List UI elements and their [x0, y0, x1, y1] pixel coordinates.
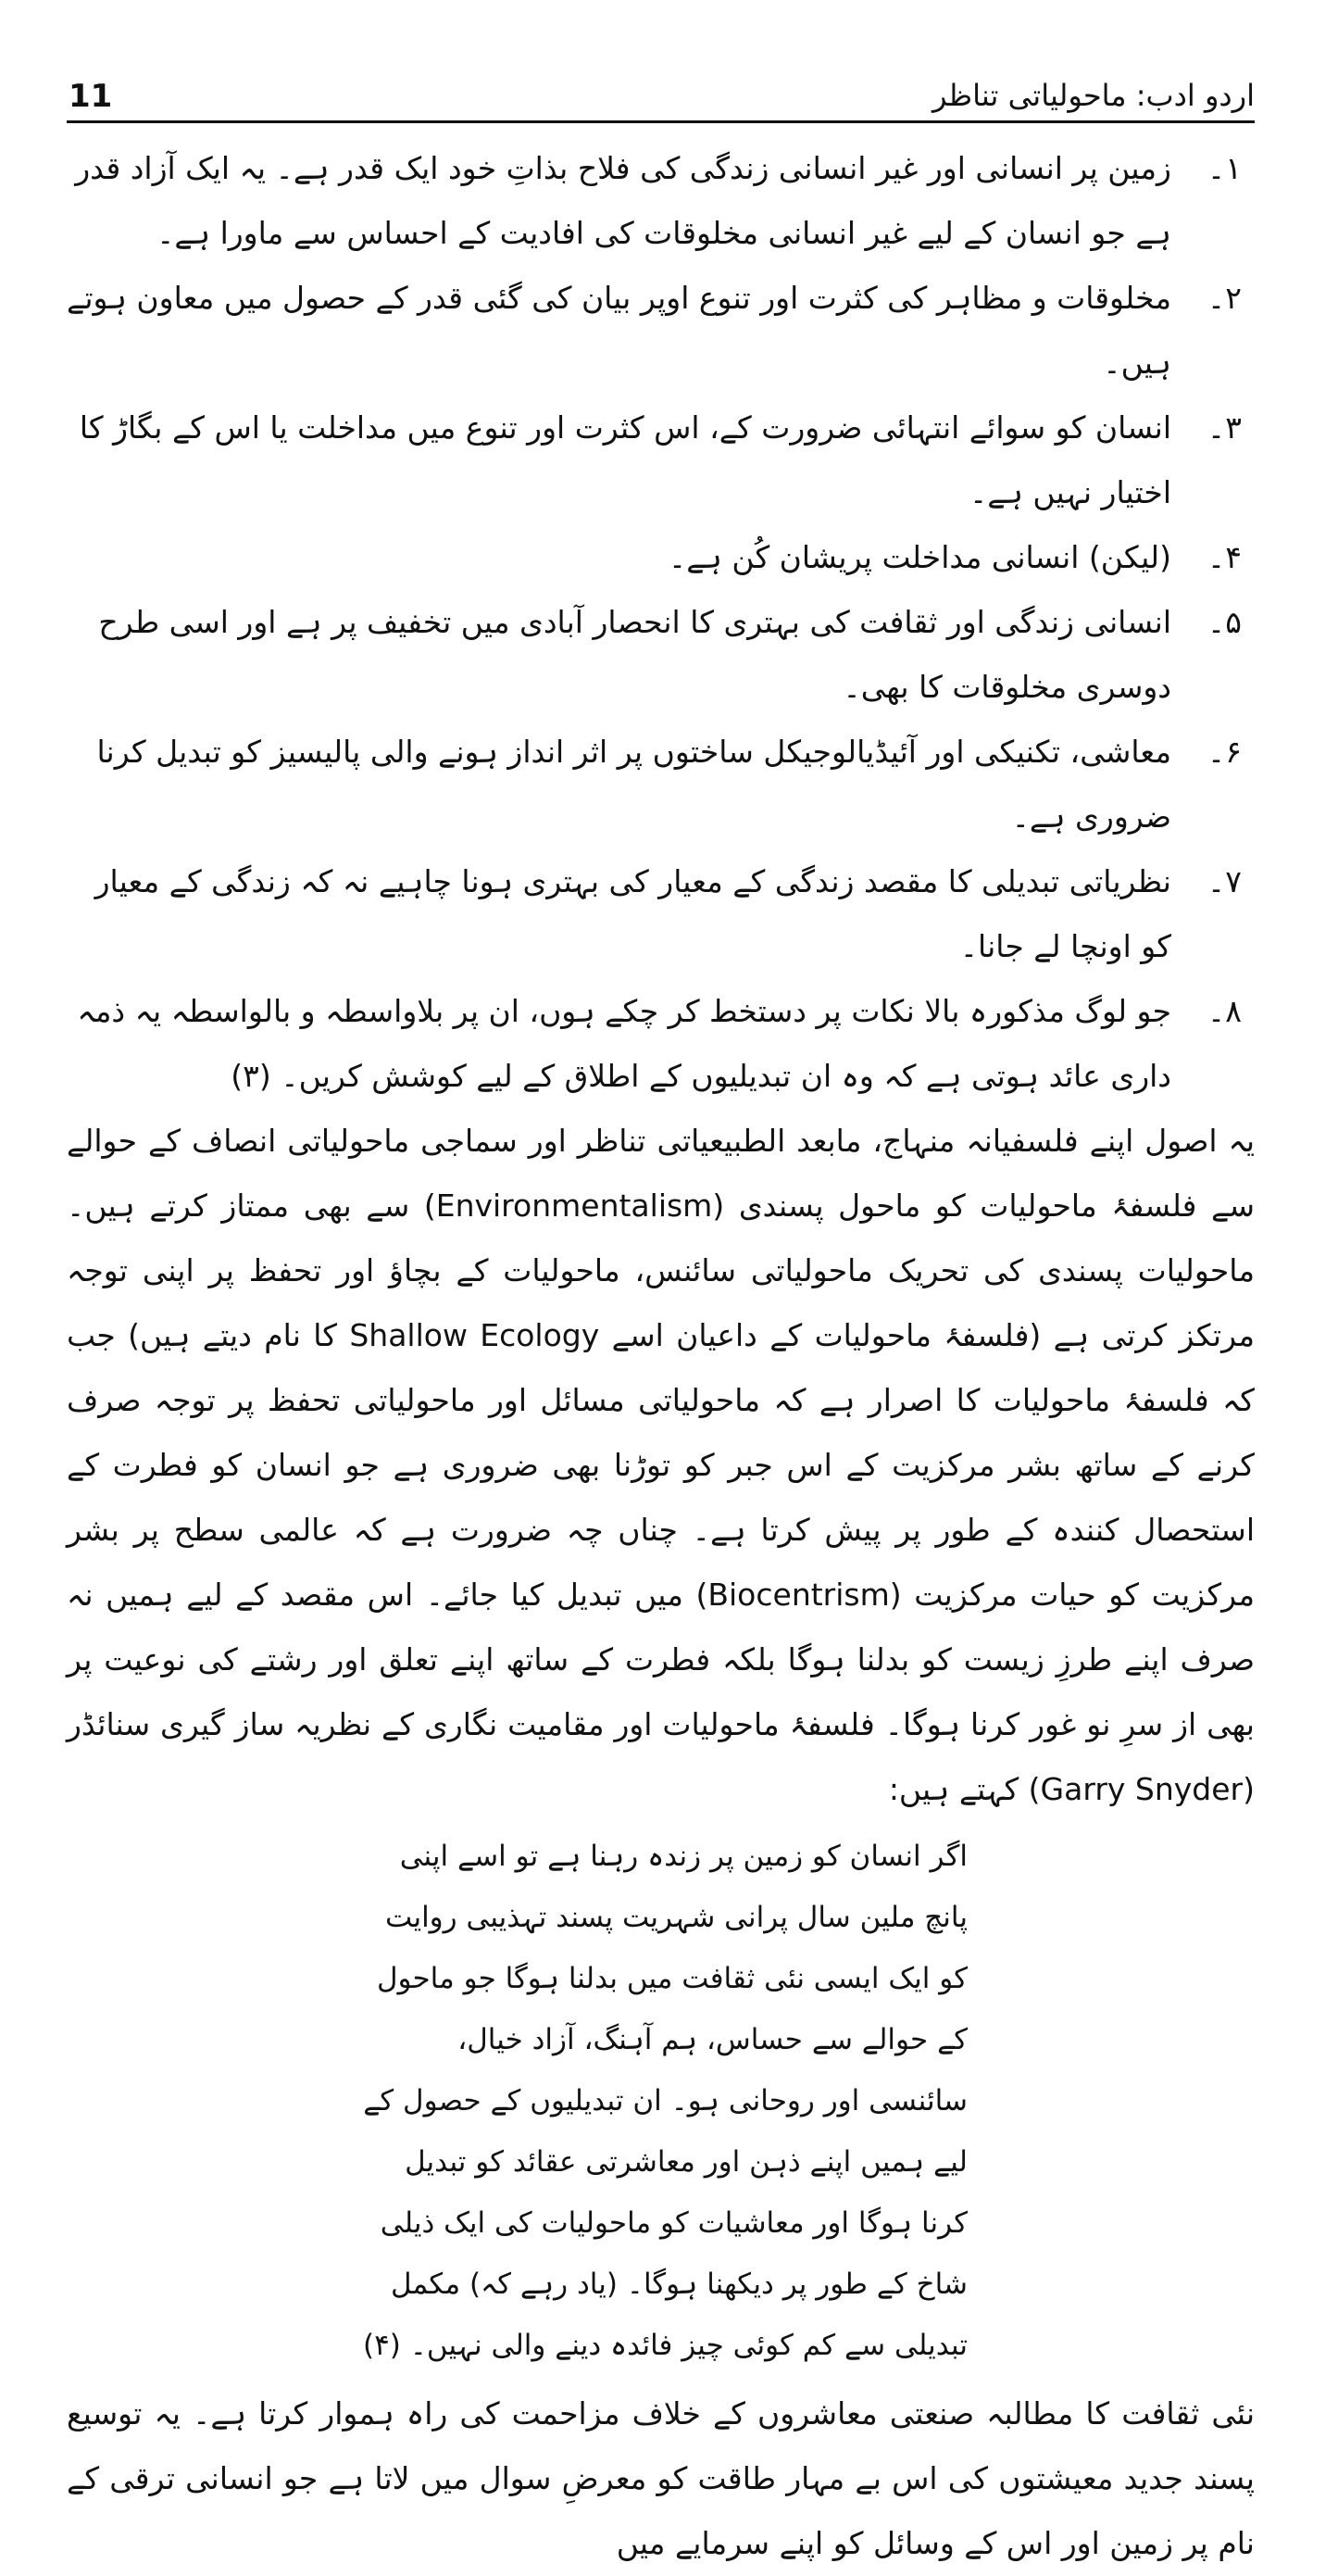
numbered-list [67, 136, 1255, 1109]
list-item-text: انسانی زندگی اور ثقافت کی بہتری کا انحصار آبادی میں تخفیف پر ہے اور اسی طرح دوسری مخلوقات کا بھی۔ [98, 604, 1171, 705]
list-item [67, 979, 1255, 1109]
block-quote: اگر انسان کو زمین پر زندہ رہنا ہے تو اسے اپنی پانچ ملین سال پرانی شہریت پسند تہذیبی روایت کو ایک ایسی نئی ثقافت میں بدلنا ہوگا جو ماحول کے حوالے سے حساس، ہم آہنگ، آزاد خیال، سائنسی اور روحانی ہو۔ ان تبدیلیوں کے حصول کے لیے ہمیں اپنے ذہن اور معاشرتی عقائد کو تبدیل کرنا ہوگا اور معاشیات کو ماحولیات کی ایک ذیلی شاخ کے طور پر دیکھنا ہوگا۔ (یاد رہے کہ) مکمل تبدیلی سے کم کوئی چیز فائدہ دینے والی نہیں۔ (۴) [363, 1840, 968, 2362]
list-item-number: ۷۔ [1207, 863, 1242, 899]
list-item-text: جو لوگ مذکورہ بالا نکات پر دستخط کر چکے ہوں، ان پر بلاواسطہ و بالواسطہ یہ ذمہ داری عائد ہوتی ہے کہ وہ ان تبدیلیوں کے اطلاق کے لیے کوشش کریں۔ (۳) [77, 993, 1171, 1094]
running-head: اردو ادب: ماحولیاتی تناظر [932, 78, 1255, 113]
list-item [67, 266, 1255, 396]
list-item [67, 720, 1255, 849]
list-item-number: ۸۔ [1207, 993, 1242, 1029]
list-item [67, 396, 1255, 525]
list-item-text: معاشی، تکنیکی اور آئیڈیالوجیکل ساختوں پر اثر انداز ہونے والی پالیسیز کو تبدیل کرنا ضروری ہے۔ [96, 734, 1171, 835]
page-number: 11 [69, 78, 113, 115]
list-item-text: زمین پر انسانی اور غیر انسانی زندگی کی فلاح بذاتِ خود ایک قدر ہے۔ یہ ایک آزاد قدر ہے جو انسان کے لیے غیر انسانی مخلوقات کی افادیت کے احساس سے ماورا ہے۔ [75, 150, 1171, 251]
list-item-number: ۲۔ [1207, 280, 1242, 316]
list-item [67, 136, 1255, 266]
page-content [67, 136, 1255, 2576]
list-item-number: ۵۔ [1207, 604, 1242, 640]
list-item [67, 525, 1255, 590]
list-item [67, 849, 1255, 979]
body-paragraph: نئی ثقافت کا مطالبہ صنعتی معاشروں کے خلاف مزاحمت کی راہ ہموار کرتا ہے۔ یہ توسیع پسند جدید معیشتوں کی اس بے مہار طاقت کو معرضِ سوال میں لاتا ہے جو انسانی ترقی کے نام پر زمین اور اس کے وسائل کو اپنے سرمایے میں [67, 2395, 1255, 2561]
list-item-number: ۳۔ [1207, 409, 1242, 446]
list-item-number: ۶۔ [1207, 734, 1242, 770]
body-paragraph: یہ اصول اپنے فلسفیانہ منہاج، مابعد الطبیعیاتی تناظر اور سماجی ماحولیاتی انصاف کے حوالے سے فلسفۂ ماحولیات کو ماحول پسندی (Environmentalism) سے بھی ممتاز کرتے ہیں۔ ماحولیات پسندی کی تحریک ماحولیاتی سائنس، ماحولیات کے بچاؤ اور تحفظ پر اپنی توجہ مرتکز کرتی ہے (فلسفۂ ماحولیات کے داعیان اسے Shallow Ecology کا نام دیتے ہیں) جب کہ فلسفۂ ماحولیات کا اصرار ہے کہ ماحولیاتی مسائل اور ماحولیاتی تحفظ پر توجہ صرف کرنے کے ساتھ بشر مرکزیت کے اس جبر کو توڑنا بھی ضروری ہے جو انسان کو فطرت کے استحصال کنندہ کے طور پر پیش کرتا ہے۔ چناں چہ ضرورت ہے کہ عالمی سطح پر بشر مرکزیت کو حیات مرکزیت (Biocentrism) میں تبدیل کیا جائے۔ اس مقصد کے لیے ہمیں نہ صرف اپنے طرزِ زیست کو بدلنا ہوگا بلکہ فطرت کے ساتھ اپنے تعلق اور رشتے کی نوعیت پر بھی از سرِ نو غور کرنا ہوگا۔ فلسفۂ ماحولیات اور مقامیت نگاری کے نظریہ ساز گیری سنائڈر (Garry Snyder) کہتے ہیں: [67, 1123, 1255, 1807]
list-item-text: انسان کو سوائے انتہائی ضرورت کے، اس کثرت اور تنوع میں مداخلت یا اس کے بگاڑ کا اختیار نہیں ہے۔ [79, 409, 1171, 510]
list-item-number: ۴۔ [1207, 539, 1242, 575]
list-item-number: ۱۔ [1207, 150, 1242, 186]
list-item-text: (لیکن) انسانی مداخلت پریشان کُن ہے۔ [668, 539, 1171, 575]
list-item-text: مخلوقات و مظاہر کی کثرت اور تنوع اوپر بیان کی گئی قدر کے حصول میں معاون ہوتے ہیں۔ [67, 280, 1171, 381]
page-header [67, 56, 1255, 123]
list-item [67, 590, 1255, 720]
list-item-text: نظریاتی تبدیلی کا مقصد زندگی کے معیار کی بہتری ہونا چاہیے نہ کہ زندگی کے معیار کو اونچا لے جانا۔ [94, 863, 1171, 964]
